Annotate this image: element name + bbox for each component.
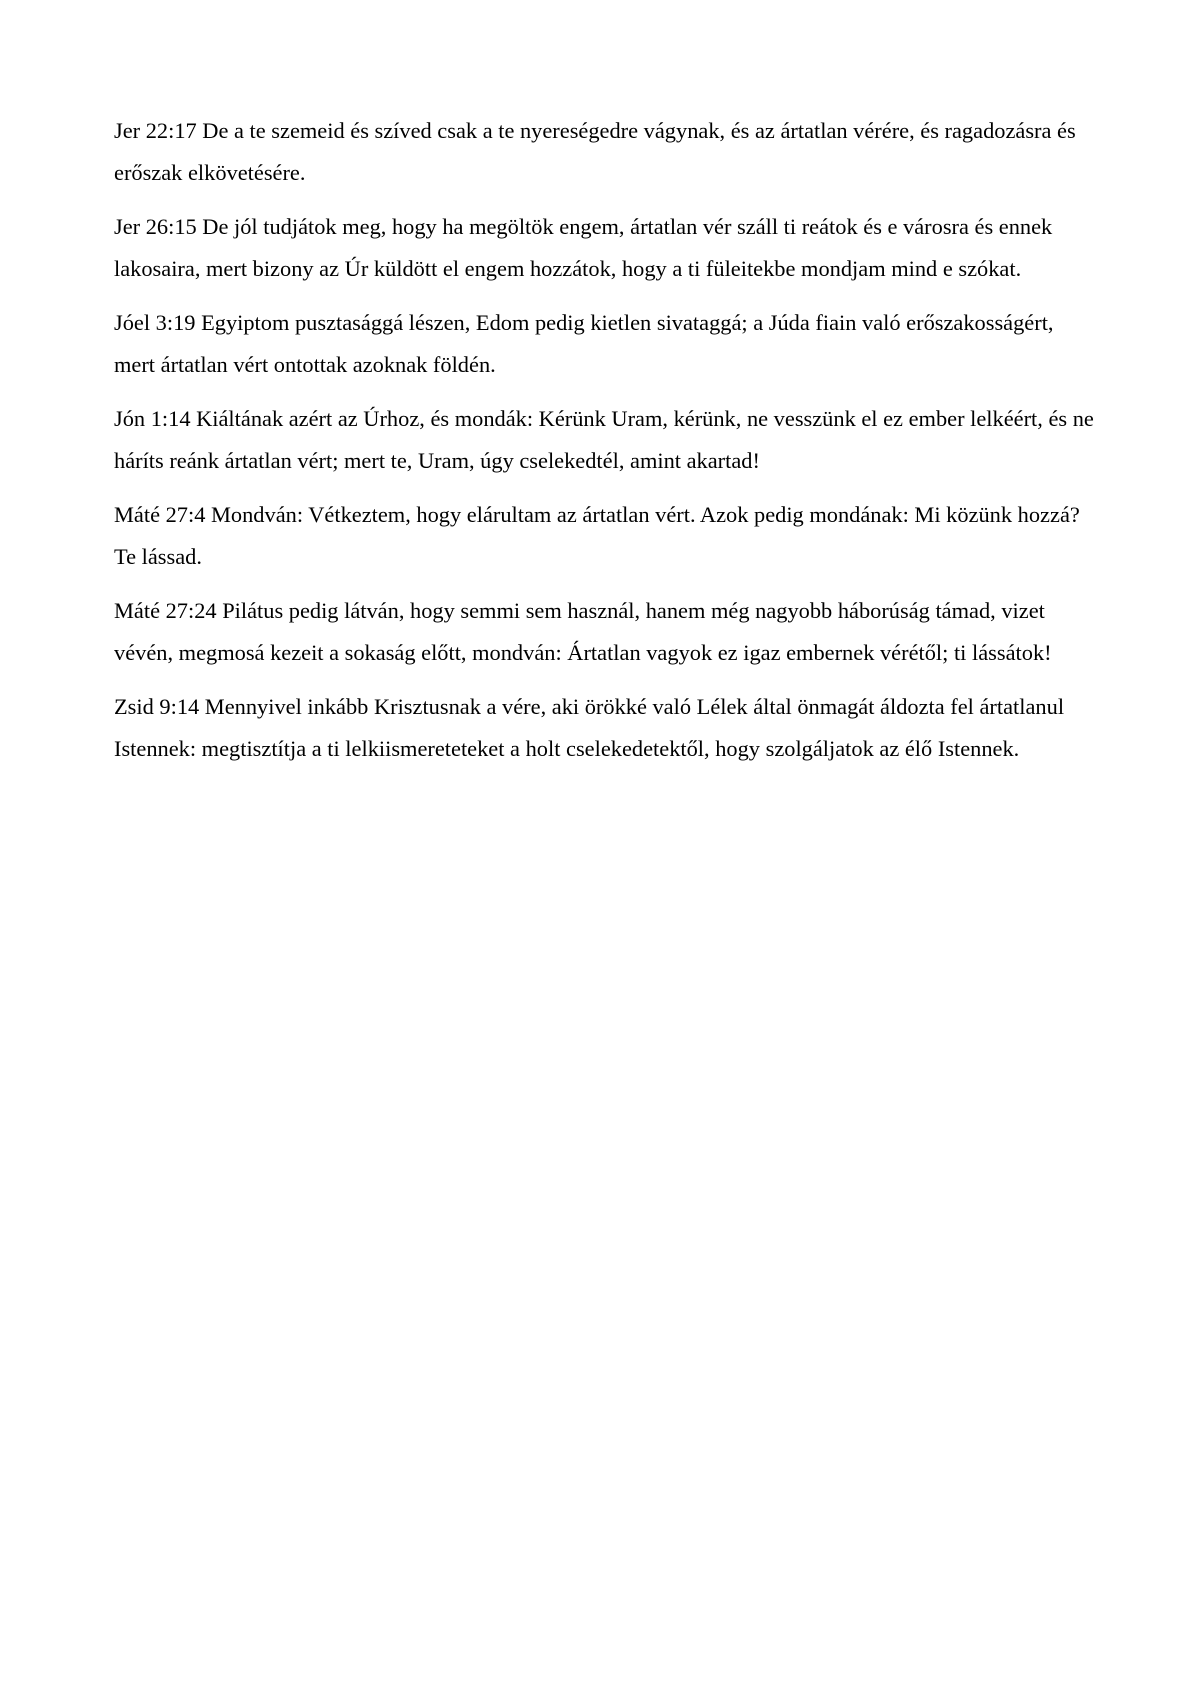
- verse-paragraph: Jer 22:17 De a te szemeid és szíved csak a te nyereségedre vágynak, és az ártatlan vérére, és ragadozásra és erőszak elkövetésére.: [114, 118, 1076, 185]
- document-body: [114, 110, 1094, 782]
- verse-paragraph: Jón 1:14 Kiáltának azért az Úrhoz, és mondák: Kérünk Uram, kérünk, ne vesszünk el ez ember lelkéért, és ne háríts reánk ártatlan vért; mert te, Uram, úgy cselekedtél, amint akartad!: [114, 406, 1094, 473]
- verse-paragraph: Máté 27:24 Pilátus pedig látván, hogy semmi sem használ, hanem még nagyobb háborúság támad, vizet vévén, megmosá kezeit a sokaság előtt, mondván: Ártatlan vagyok ez igaz embernek vérétől; ti lássátok!: [114, 598, 1052, 665]
- verse-paragraph: Jer 26:15 De jól tudjátok meg, hogy ha megöltök engem, ártatlan vér száll ti reátok és e városra és ennek lakosaira, mert bizony az Úr küldött el engem hozzátok, hogy a ti füleitekbe mondjam mind e szókat.: [114, 214, 1053, 281]
- verse-paragraph: Máté 27:4 Mondván: Vétkeztem, hogy elárultam az ártatlan vért. Azok pedig mondának: Mi közünk hozzá? Te lássad.: [114, 502, 1080, 569]
- verse-paragraph: Zsid 9:14 Mennyivel inkább Krisztusnak a vére, aki örökké való Lélek által önmagát áldozta fel ártatlanul Istennek: megtisztítja a ti lelkiismereteteket a holt cselekedetektől, hogy szolgáljatok az élő Istennek.: [114, 694, 1065, 761]
- verse-paragraph: Jóel 3:19 Egyiptom pusztasággá lészen, Edom pedig kietlen sivataggá; a Júda fiain való erőszakosságért, mert ártatlan vért ontottak azoknak földén.: [114, 310, 1054, 377]
